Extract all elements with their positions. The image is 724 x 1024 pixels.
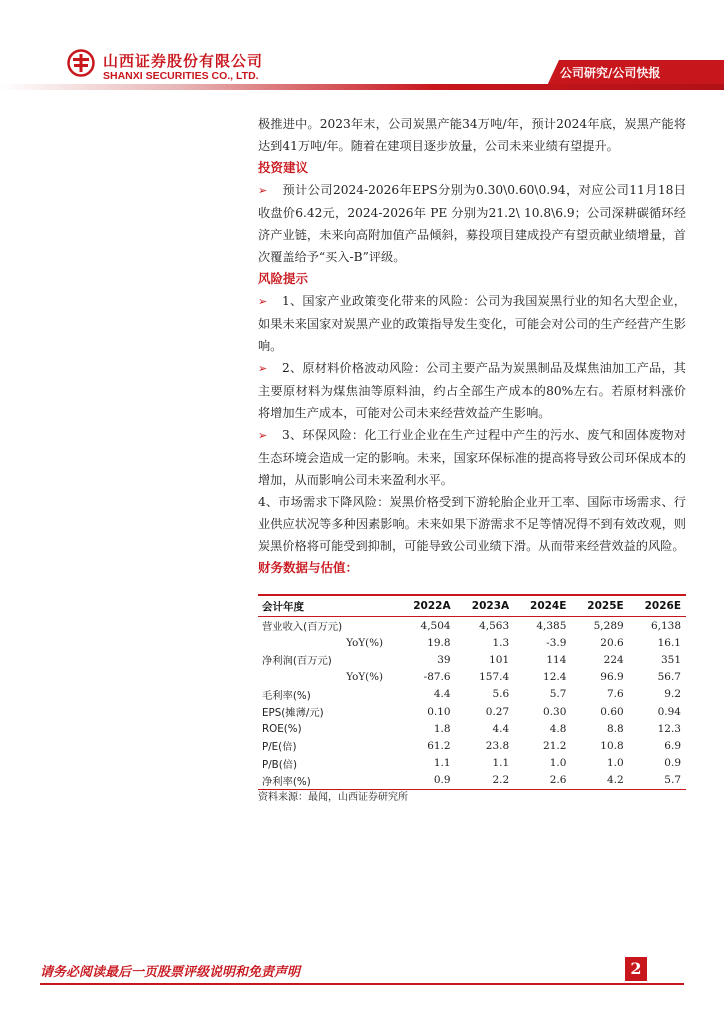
table-cell: 20.6 — [600, 636, 624, 649]
table-cell: 4.2 — [571, 772, 628, 790]
report-category: 公司研究/公司快报 — [560, 66, 661, 80]
table-cell: 19.8 — [427, 636, 451, 649]
table-cell: 7.6 — [606, 688, 624, 701]
table-cell: 6,138 — [650, 619, 681, 632]
row-label: 毛利率(%) — [262, 689, 311, 702]
report-body — [258, 113, 686, 579]
risk-item-1 — [258, 290, 686, 357]
table-cell: 6.9 — [664, 739, 681, 752]
intro-paragraph: 极推进中。2023年末，公司炭黑产能34万吨/年，预计2024年底，炭黑产能将达到41万吨/年。随着在建项目逐步放量，公司未来业绩有望提升。 — [258, 117, 686, 153]
table-row — [258, 686, 686, 703]
table-cell: 39 — [437, 653, 451, 666]
table-cell: 1.1 — [492, 757, 510, 770]
risk-item-3 — [258, 424, 686, 491]
column-header: 会计年度 — [258, 596, 397, 617]
data-source: 资料来源：最闻，山西证券研究所 — [258, 792, 408, 803]
table-cell: 224 — [603, 653, 624, 666]
table-cell: 4.4 — [492, 722, 510, 735]
page-number: 2 — [625, 957, 647, 981]
arrow-bullet-icon: ➢ — [258, 184, 268, 197]
page-header — [0, 0, 724, 92]
table-cell: 1.8 — [433, 722, 451, 735]
table-cell: -3.9 — [546, 636, 567, 649]
table-cell: 114 — [546, 653, 567, 666]
table-cell: 12.3 — [657, 722, 681, 735]
risk-text-3: 3、环保风险：化工行业企业在生产过程中产生的污水、废气和固体废物对生态环境会造成一定的影响。未来，国家环保标准的提高将导致公司环保成本的增加，从而影响公司未来盈利水平。 — [258, 428, 686, 487]
column-header: 2022A — [397, 596, 456, 617]
table-cell: 4,385 — [536, 619, 567, 632]
table-cell: 2.6 — [514, 772, 571, 790]
column-header: 2026E — [629, 596, 686, 617]
risk-text-2: 2、原材料价格波动风险：公司主要产品为炭黑制品及煤焦油加工产品，其主要原材料为煤焦油等原料油，约占全部生产成本的80%左右。若原材料涨价将增加生产成本，可能对公司未来经营效益产生影响。 — [258, 361, 686, 420]
row-label: 营业收入(百万元) — [262, 621, 343, 634]
table-cell: 101 — [489, 653, 510, 666]
table-cell: 4,563 — [479, 619, 510, 632]
table-cell: 61.2 — [427, 739, 451, 752]
table-row — [258, 634, 686, 651]
table-cell: 4.8 — [549, 722, 567, 735]
invest-heading: 投资建议 — [258, 160, 309, 175]
table-row — [258, 669, 686, 686]
row-label: P/E(倍) — [262, 741, 297, 754]
row-label: YoY(%) — [346, 636, 383, 649]
table-cell: 0.27 — [485, 705, 510, 718]
column-header: 2025E — [571, 596, 628, 617]
table-cell: 5,289 — [593, 619, 624, 632]
risk-item-4: 4、市场需求下降风险：炭黑价格受到下游轮胎企业开工率、国际市场需求、行业供应状况等多种因素影响。未来如果下游需求不足等情况得不到有效改观，则炭黑价格将可能受到抑制，可能导致公司业绩下滑。从而带来经营效益的风险。 — [258, 495, 686, 553]
table-cell: 8.8 — [606, 722, 624, 735]
table-row — [258, 617, 686, 635]
table-cell: 1.3 — [492, 636, 510, 649]
column-header: 2023A — [456, 596, 515, 617]
row-label: EPS(摊薄/元) — [262, 707, 324, 720]
table-cell: 0.30 — [543, 705, 567, 718]
table-cell: 0.94 — [657, 705, 681, 718]
table-cell: 1.1 — [433, 757, 451, 770]
company-logo-icon — [67, 49, 95, 77]
table-cell: 10.8 — [600, 739, 624, 752]
table-row — [258, 772, 686, 790]
table-cell: 96.9 — [600, 671, 624, 684]
table-cell: 23.8 — [485, 739, 510, 752]
footer-rule — [40, 983, 684, 985]
table-row — [258, 720, 686, 737]
company-name-en: SHANXI SECURITIES CO., LTD. — [103, 70, 259, 82]
column-header: 2024E — [514, 596, 571, 617]
invest-text: 预计公司2024-2026年EPS分别为0.30\0.60\0.94，对应公司11月18日收盘价6.42元，2024-2026年 PE 分别为21.2\ 10.8\6.9；公司深耕碳循环经济产业链，未来向高附加值产品倾斜，募投项目建成投产有望贡献业绩增量，首次覆盖给予“买入-B”评级。 — [258, 183, 686, 264]
table-cell: 0.60 — [600, 705, 624, 718]
arrow-bullet-icon: ➢ — [258, 295, 268, 308]
table-row — [258, 703, 686, 720]
table-cell: 0.9 — [397, 772, 456, 790]
table-cell: 4.4 — [433, 688, 451, 701]
table-cell: 5.7 — [549, 688, 567, 701]
table-cell: 4,504 — [420, 619, 451, 632]
arrow-bullet-icon: ➢ — [258, 429, 268, 442]
table-header-row — [258, 596, 686, 617]
table-row — [258, 737, 686, 754]
table-cell: 351 — [660, 653, 681, 666]
financial-data-table — [258, 596, 686, 790]
row-label: 净利润(百万元) — [262, 655, 332, 668]
table-cell: 12.4 — [543, 671, 567, 684]
table-body — [258, 617, 686, 790]
table-cell: 16.1 — [657, 636, 681, 649]
financial-table — [258, 594, 686, 790]
table-row — [258, 755, 686, 772]
table-cell: 157.4 — [479, 671, 510, 684]
table-cell: 9.2 — [664, 688, 681, 701]
table-cell: 0.9 — [664, 757, 681, 770]
header-band — [0, 84, 724, 90]
table-cell: 1.0 — [606, 757, 624, 770]
row-label: YoY(%) — [346, 671, 383, 684]
arrow-bullet-icon: ➢ — [258, 362, 268, 375]
footer-disclaimer: 请务必阅读最后一页股票评级说明和免责声明 — [40, 965, 301, 980]
table-cell: -87.6 — [423, 671, 451, 684]
financials-title: 财务数据与估值： — [258, 560, 359, 575]
table-cell: 21.2 — [543, 739, 567, 752]
risk-heading: 风险提示 — [258, 271, 309, 286]
risk-text-1: 1、国家产业政策变化带来的风险：公司为我国炭黑行业的知名大型企业，如果未来国家对炭黑产业的政策指导发生变化，可能会对公司的生产经营产生影响。 — [258, 294, 686, 353]
risk-item-2 — [258, 357, 686, 424]
row-label: P/B(倍) — [262, 758, 298, 771]
table-cell: 1.0 — [549, 757, 567, 770]
row-label: 净利率(%) — [258, 772, 397, 790]
table-cell: 2.2 — [456, 772, 515, 790]
table-cell: 0.10 — [427, 705, 451, 718]
table-cell: 56.7 — [657, 671, 681, 684]
row-label: ROE(%) — [262, 722, 302, 735]
table-row — [258, 651, 686, 668]
table-cell: 5.6 — [492, 688, 510, 701]
invest-paragraph — [258, 179, 686, 268]
company-name-cn: 山西证券股份有限公司 — [103, 52, 264, 70]
table-cell: 5.7 — [629, 772, 686, 790]
